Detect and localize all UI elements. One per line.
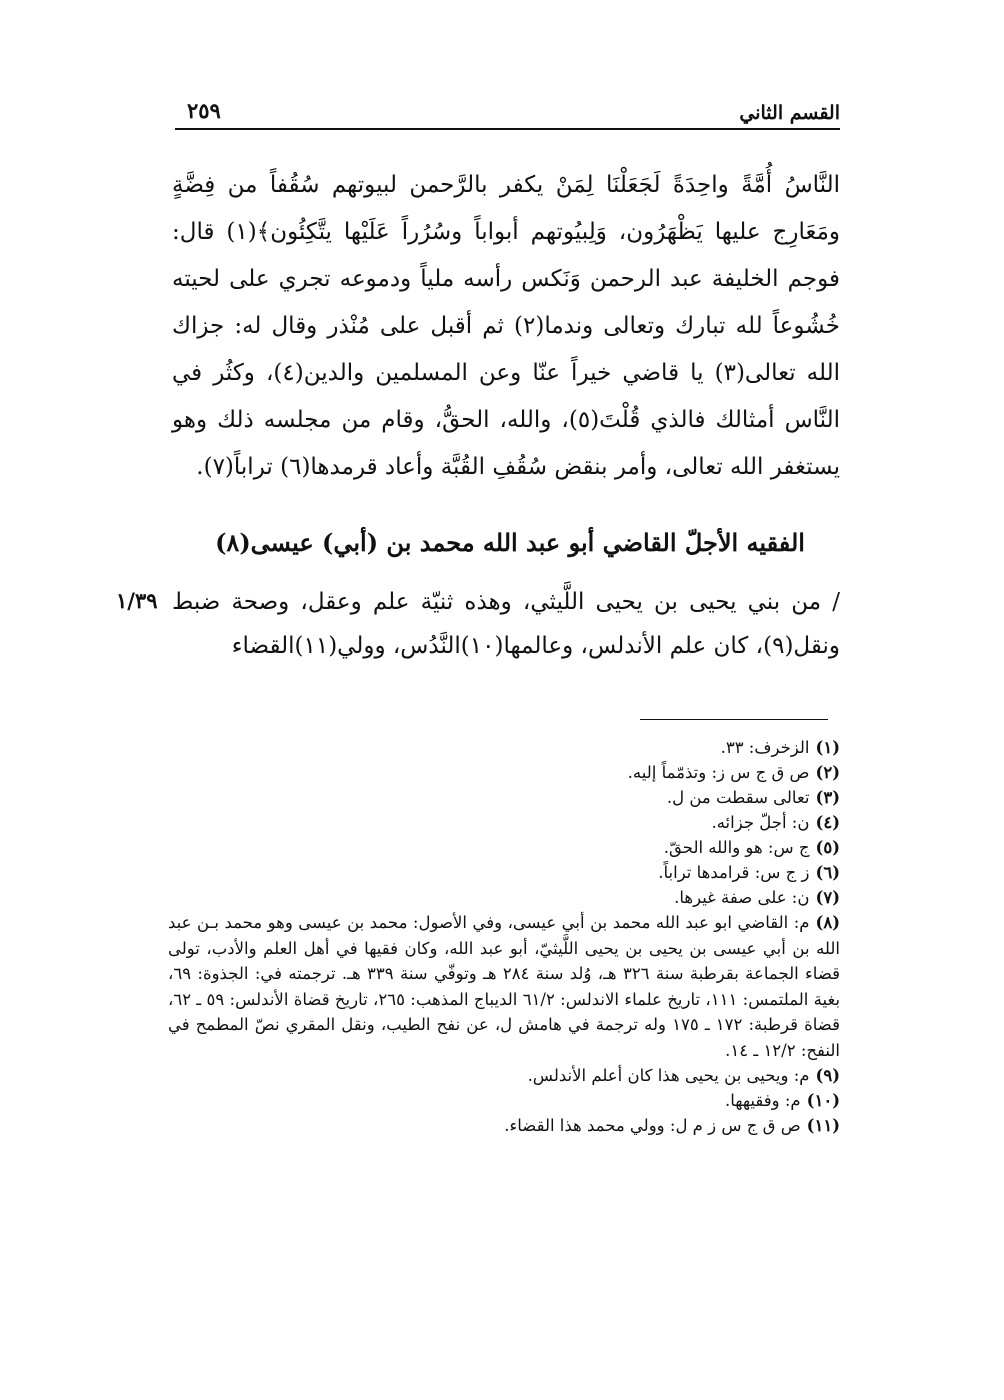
footnote-number: (٩) [815,1066,840,1085]
footnotes-list [168,735,840,1138]
footnote-text: م: ويحيى بن يحيى هذا كان أعلم الأندلس. [527,1066,810,1085]
footnote-item [168,785,840,810]
footnote-number: (٥) [815,838,840,857]
footnote-text: ج س: هو والله الحقّ. [663,838,810,857]
running-header-title: القسم الثاني [739,102,840,124]
footnote-number: (٣) [815,788,840,807]
footnote-text: ن: أجلّ جزائه. [711,813,810,832]
section-heading: الفقيه الأجلّ القاضي أبو عبد الله محمد بن (أبي) عيسى(٨) [215,528,805,557]
footnote-number: (٧) [815,888,840,907]
footnote-item [168,860,840,885]
footnote-text: الزخرف: ٣٣. [720,738,810,757]
footnote-text: ن: على صفة غيرها. [674,888,810,907]
footnote-item [168,1063,840,1088]
footnote-item [168,835,840,860]
biography-paragraph: / من بني يحيى بن يحيى اللَّيثي، وهذه ثنيّة علم وعقل، وصحة ضبط ونقل(٩)، كان علم الأندلس، وعالمها(١٠)النَّدُس، وولي(١١)القضاء [172,589,840,659]
marginal-folio-note: ١/٣٩ [116,588,158,613]
footnote-number: (٦) [815,863,840,882]
page-header [175,92,840,132]
footnote-item [168,810,840,835]
footnote-text: ص ق ج س ز م ل: وولي محمد هذا القضاء. [504,1116,801,1135]
footnote-number: (٤) [815,813,840,832]
main-text-paragraph: النَّاسُ أُمَّةً واحِدَةً لَجَعَلْنَا لِمَنْ يكفر بالرَّحمن لبيوتهم سُقُفاً من فِضَّةٍ ومَعَارِج عليها يَظْهَرُون، وَلِبيُوتهم أبواباً وسُرُراً عَلَيْها يتَّكِئُون﴾(١) قال: فوجم الخليفة عبد الرحمن وَنَكس رأسه ملياً ودموعه تجري على لحيته خُشُوعاً لله تبارك وتعالى وندما(٢) ثم أقبل على مُنْذر وقال له: جزاك الله تعالى(٣) يا قاضي خيراً عنّا وعن المسلمين والدين(٤)، وكثُر في النَّاس أمثالك فالذي قُلْتَ(٥)، والله، الحقُّ، وقام من مجلسه ذلك وهو يستغفر الله تعالى، وأمر بنقض سُقُفِ القُبَّة وأعاد قرمدها(٦) تراباً(٧). [172,172,841,480]
footnote-number: (١٠) [806,1091,840,1110]
footnote-number: (١) [815,738,840,757]
footnote-item [168,1113,840,1138]
footnote-text: ص ق ج س ز: وتذمّماً إليه. [627,763,810,782]
footnote-number: (١١) [806,1116,840,1135]
footnote-item [168,760,840,785]
footnote-rule [640,719,828,720]
footnote-text: م: وفقيهها. [724,1091,801,1110]
footnote-number: (٢) [815,763,840,782]
header-rule [175,128,840,130]
footnote-item [168,910,840,1063]
page-number: ٢٥٩ [187,98,221,123]
footnote-item [168,1088,840,1113]
footnote-text: تعالى سقطت من ل. [666,788,810,807]
footnote-item [168,885,840,910]
footnote-text: ز ج س: قرامدها تراباً. [658,863,810,882]
footnote-number: (٨) [815,913,840,932]
footnote-text: م: القاضي ابو عبد الله محمد بن أبي عيسى، وفي الأصول: محمد بن عيسى وهو محمد بـن عبد الله بن أبي عيسى بن يحيى بن يحيى اللَّيثيّ، أبو عبد الله، وكان فقيها في أهل العلم والأدب، تولى قضاء الجماعة بقرطبة سنة ٣٢٦ هـ، وُلد سنة ٢٨٤ هـ وتوفّي سنة ٣٣٩ هـ. ترجمته في: الجذوة: ٦٩، بغية الملتمس: ١١١، تاريخ علماء الاندلس: ٦١/٢ الديباج المذهب: ٢٦٥، تاريخ قضاة الأندلس: ٥٩ ـ ٦٢، قضاة قرطبة: ١٧٢ ـ ١٧٥ وله ترجمة في هامش ل، عن نفح الطيب، ونقل المقري نصّ المطمح في النفح: ١٢/٢ ـ ١٤. [168,913,841,1060]
footnote-item [168,735,840,760]
